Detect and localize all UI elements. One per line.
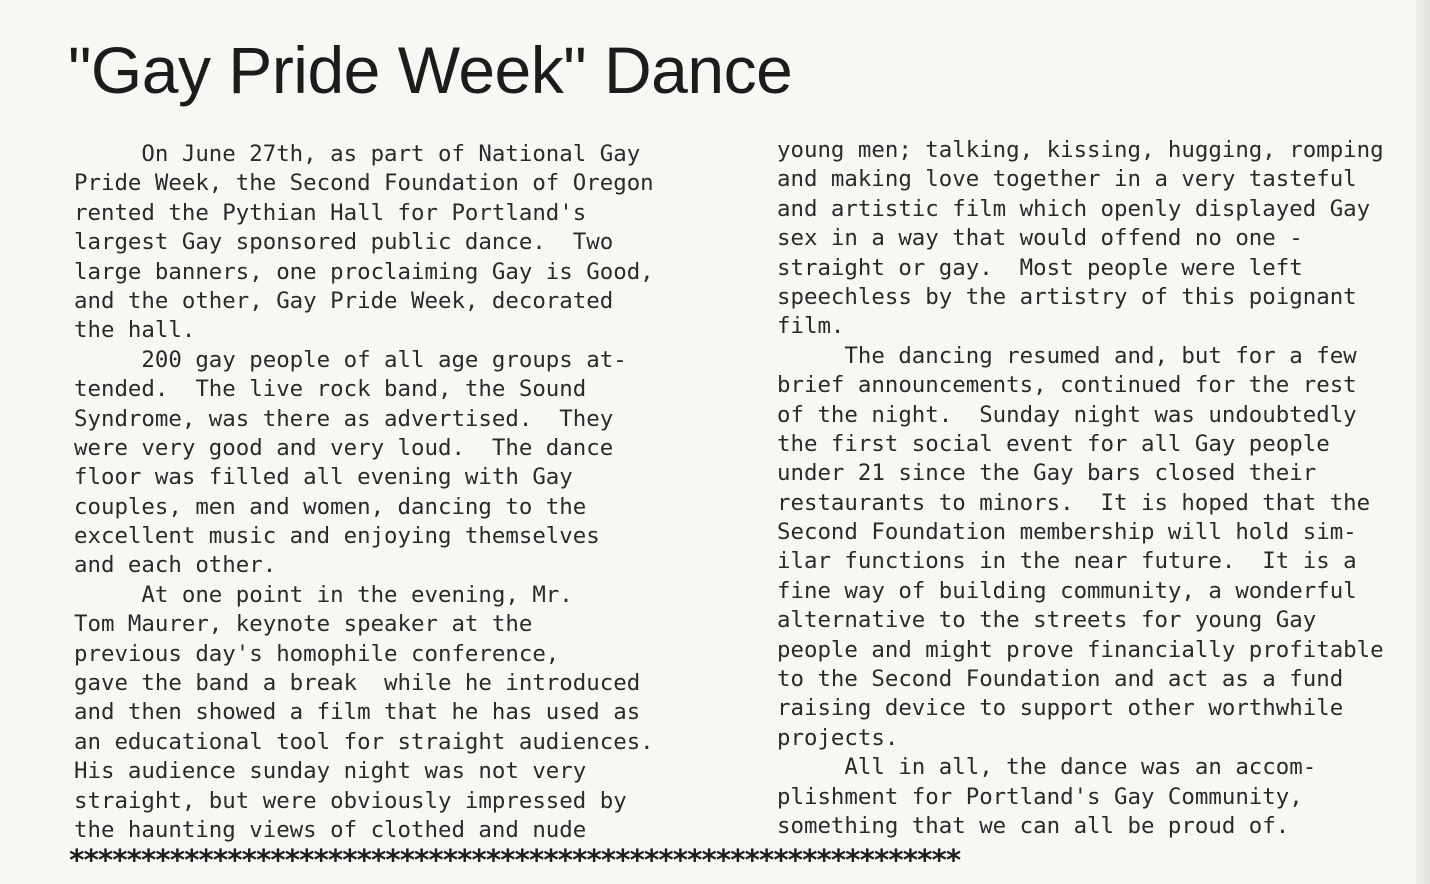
text-line: alternative to the streets for young Gay — [777, 607, 1317, 634]
text-line: an educational tool for straight audiences. — [74, 728, 654, 755]
text-line: gave the band a break while he introduced — [74, 670, 641, 697]
text-line: the first social event for all Gay people — [777, 430, 1330, 457]
text-line: were very good and very loud. The dance — [74, 434, 614, 461]
text-line: under 21 since the Gay bars closed their — [777, 460, 1317, 487]
text-line: the hall. — [74, 317, 196, 344]
text-line: On June 27th, as part of National Gay — [74, 141, 641, 167]
star-divider: ************************************************************** — [68, 843, 960, 877]
article-title: "Gay Pride Week" Dance — [68, 33, 793, 107]
text-line: All in all, the dance was an accom- — [777, 754, 1317, 781]
text-line: tended. The live rock band, the Sound — [74, 376, 587, 403]
text-line: and each other. — [74, 552, 277, 579]
text-line: excellent music and enjoying themselves — [74, 523, 600, 550]
text-line: raising device to support other worthwhile — [777, 695, 1344, 722]
text-line: Syndrome, was there as advertised. They — [74, 405, 614, 432]
text-line: film. — [777, 313, 845, 340]
text-line: largest Gay sponsored public dance. Two — [74, 229, 614, 256]
text-line: people and might prove financially profitable — [777, 636, 1384, 663]
text-line: and making love together in a very tasteful — [777, 166, 1357, 193]
text-line: of the night. Sunday night was undoubtedly — [777, 401, 1357, 428]
text-line: straight or gay. Most people were left — [777, 254, 1303, 281]
text-line: fine way of building community, a wonderful — [777, 577, 1357, 604]
text-line: projects. — [777, 724, 899, 751]
text-line: previous day's homophile conference, — [74, 640, 560, 667]
text-line: ilar functions in the near future. It is a — [777, 548, 1357, 575]
text-line: something that we can all be proud of. — [777, 812, 1290, 839]
text-line: and artistic film which openly displayed Gay — [777, 195, 1371, 222]
text-line: sex in a way that would offend no one - — [777, 225, 1303, 252]
text-line: the haunting views of clothed and nude — [74, 816, 587, 843]
right-column — [777, 136, 1427, 841]
text-line: plishment for Portland's Gay Community, — [777, 783, 1303, 810]
text-line: straight, but were obviously impressed by — [74, 787, 627, 814]
text-line: His audience sunday night was not very — [74, 758, 587, 785]
left-column — [74, 140, 724, 845]
text-line: young men; talking, kissing, hugging, romping — [777, 137, 1384, 163]
text-line: restaurants to minors. It is hoped that the — [777, 489, 1371, 516]
text-line: and then showed a film that he has used as — [74, 699, 641, 726]
text-line: couples, men and women, dancing to the — [74, 493, 587, 520]
text-line: Pride Week, the Second Foundation of Oregon — [74, 170, 654, 197]
text-line: brief announcements, continued for the rest — [777, 372, 1357, 399]
text-line: to the Second Foundation and act as a fund — [777, 666, 1344, 693]
text-line: The dancing resumed and, but for a few — [777, 342, 1357, 369]
text-line: large banners, one proclaiming Gay is Good, — [74, 258, 654, 285]
text-line: and the other, Gay Pride Week, decorated — [74, 287, 614, 314]
text-line: speechless by the artistry of this poignant — [777, 283, 1357, 310]
text-line: floor was filled all evening with Gay — [74, 464, 573, 491]
text-line: At one point in the evening, Mr. — [74, 581, 573, 608]
text-line: Tom Maurer, keynote speaker at the — [74, 611, 533, 638]
text-line: Second Foundation membership will hold sim- — [777, 519, 1357, 546]
text-line: rented the Pythian Hall for Portland's — [74, 199, 587, 226]
text-line: 200 gay people of all age groups at- — [74, 346, 627, 373]
